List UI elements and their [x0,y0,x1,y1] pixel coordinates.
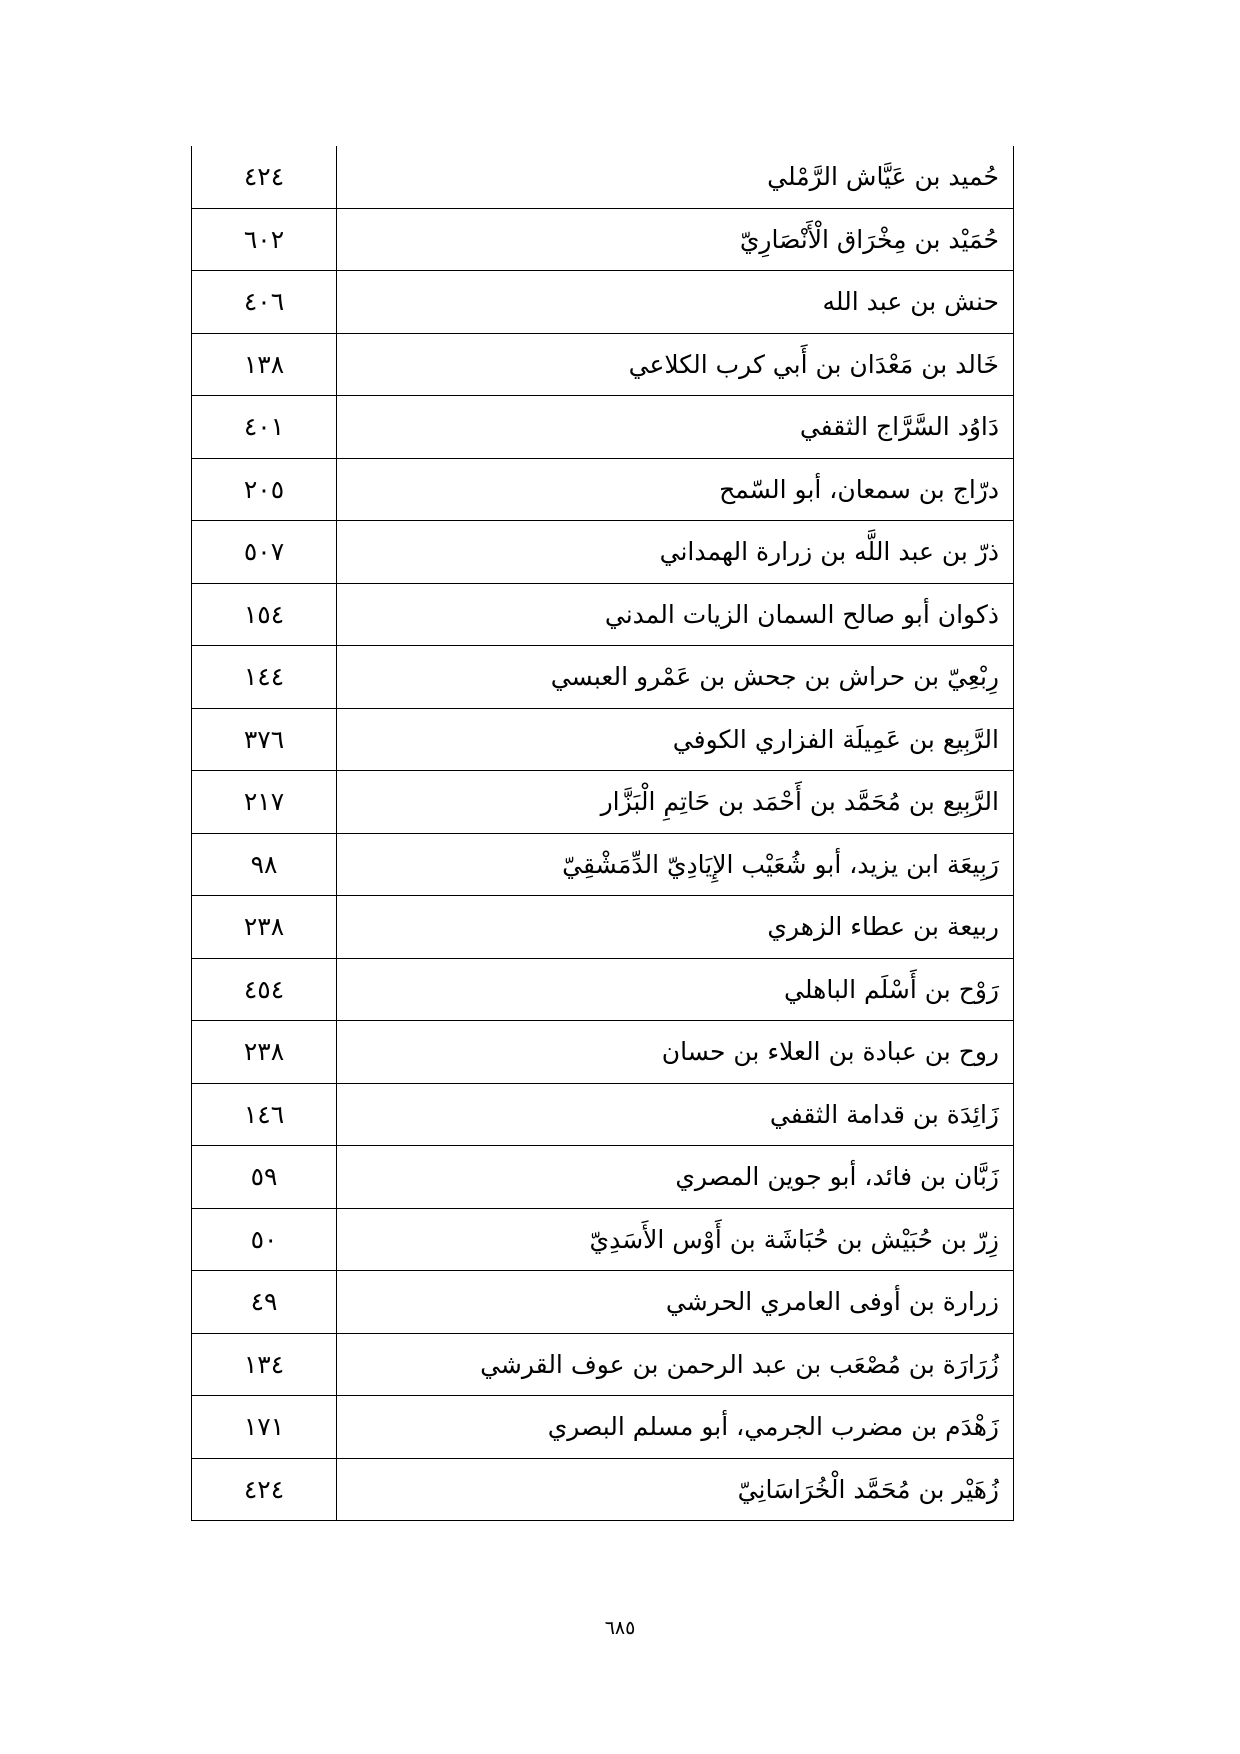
table-row [192,1146,1014,1209]
table-row [192,1208,1014,1271]
narrator-name-cell: دَاوُد السَّرَّاج الثقفي [337,396,1014,459]
page-reference-cell: ٥٠٧ [192,521,337,584]
page-reference-cell: ١٣٨ [192,333,337,396]
narrator-name-cell: ذكوان أبو صالح السمان الزيات المدني [337,583,1014,646]
narrator-name-cell: زَائِدَة بن قدامة الثقفي [337,1083,1014,1146]
narrator-name-cell: حنش بن عبد الله [337,271,1014,334]
page-reference-cell: ١٥٤ [192,583,337,646]
narrator-index-table [191,146,1014,1521]
table-row [192,1458,1014,1521]
table-row [192,833,1014,896]
page-reference-cell: ٤٥٤ [192,958,337,1021]
table-body [192,146,1014,1521]
table-row [192,1083,1014,1146]
narrator-name-cell: زُرَارَة بن مُصْعَب بن عبد الرحمن بن عوف القرشي [337,1333,1014,1396]
narrator-name-cell: رِبْعِيّ بن حراش بن جحش بن عَمْرو العبسي [337,646,1014,709]
page-reference-cell: ١٧١ [192,1396,337,1459]
table-row [192,1021,1014,1084]
narrator-name-cell: حُميد بن عَيَّاش الرَّمْلي [337,146,1014,208]
table-row [192,1396,1014,1459]
table-row [192,396,1014,459]
page-reference-cell: ٥٩ [192,1146,337,1209]
narrator-name-cell: ربيعة بن عطاء الزهري [337,896,1014,959]
narrator-name-cell: حُمَيْد بن مِخْرَاق الْأَنْصَارِيّ [337,208,1014,271]
page-reference-cell: ٢٠٥ [192,458,337,521]
narrator-name-cell: زَهْدَم بن مضرب الجرمي، أبو مسلم البصري [337,1396,1014,1459]
narrator-name-cell: زِرّ بن حُبَيْش بن حُبَاشَة بن أَوْس الأَسَدِيّ [337,1208,1014,1271]
page-reference-cell: ٦٠٢ [192,208,337,271]
page-reference-cell: ١٤٤ [192,646,337,709]
narrator-name-cell: زَبَّان بن فائد، أبو جوين المصري [337,1146,1014,1209]
table-row [192,208,1014,271]
table-row [192,1271,1014,1334]
table-row [192,146,1014,208]
page-reference-cell: ٢١٧ [192,771,337,834]
page-number: ٦٨٥ [604,1617,636,1639]
page-reference-cell: ٢٣٨ [192,896,337,959]
page-reference-cell: ٤٢٤ [192,146,337,208]
narrator-name-cell: روح بن عبادة بن العلاء بن حسان [337,1021,1014,1084]
page-reference-cell: ١٣٤ [192,1333,337,1396]
page-reference-cell: ٩٨ [192,833,337,896]
narrator-name-cell: زرارة بن أوفى العامري الحرشي [337,1271,1014,1334]
page-reference-cell: ٤٢٤ [192,1458,337,1521]
page-reference-cell: ٤٠١ [192,396,337,459]
narrator-name-cell: رَبِيعَة ابن يزيد، أبو شُعَيْب الإِيَادِيّ الدِّمَشْقِيّ [337,833,1014,896]
narrator-name-cell: رَوْح بن أَسْلَم الباهلي [337,958,1014,1021]
table-row [192,458,1014,521]
narrator-name-cell: زُهَيْر بن مُحَمَّد الْخُرَاسَانِيّ [337,1458,1014,1521]
page-reference-cell: ٤٩ [192,1271,337,1334]
narrator-name-cell: الرَّبِيع بن مُحَمَّد بن أَحْمَد بن حَاتِمِ الْبَزَّار [337,771,1014,834]
page-reference-cell: ٢٣٨ [192,1021,337,1084]
narrator-name-cell: ذرّ بن عبد اللَّه بن زرارة الهمداني [337,521,1014,584]
table-row [192,333,1014,396]
narrator-name-cell: الرَّبِيع بن عَمِيلَة الفزاري الكوفي [337,708,1014,771]
table-row [192,271,1014,334]
table-row [192,896,1014,959]
page-reference-cell: ٣٧٦ [192,708,337,771]
table-row [192,646,1014,709]
table-row [192,958,1014,1021]
table-row [192,1333,1014,1396]
table-row [192,708,1014,771]
page-reference-cell: ١٤٦ [192,1083,337,1146]
narrator-name-cell: خَالد بن مَعْدَان بن أَبي كرب الكلاعي [337,333,1014,396]
table-row [192,583,1014,646]
page-reference-cell: ٤٠٦ [192,271,337,334]
table-row [192,771,1014,834]
narrator-name-cell: درّاج بن سمعان، أبو السّمح [337,458,1014,521]
table-row [192,521,1014,584]
page-reference-cell: ٥٠ [192,1208,337,1271]
